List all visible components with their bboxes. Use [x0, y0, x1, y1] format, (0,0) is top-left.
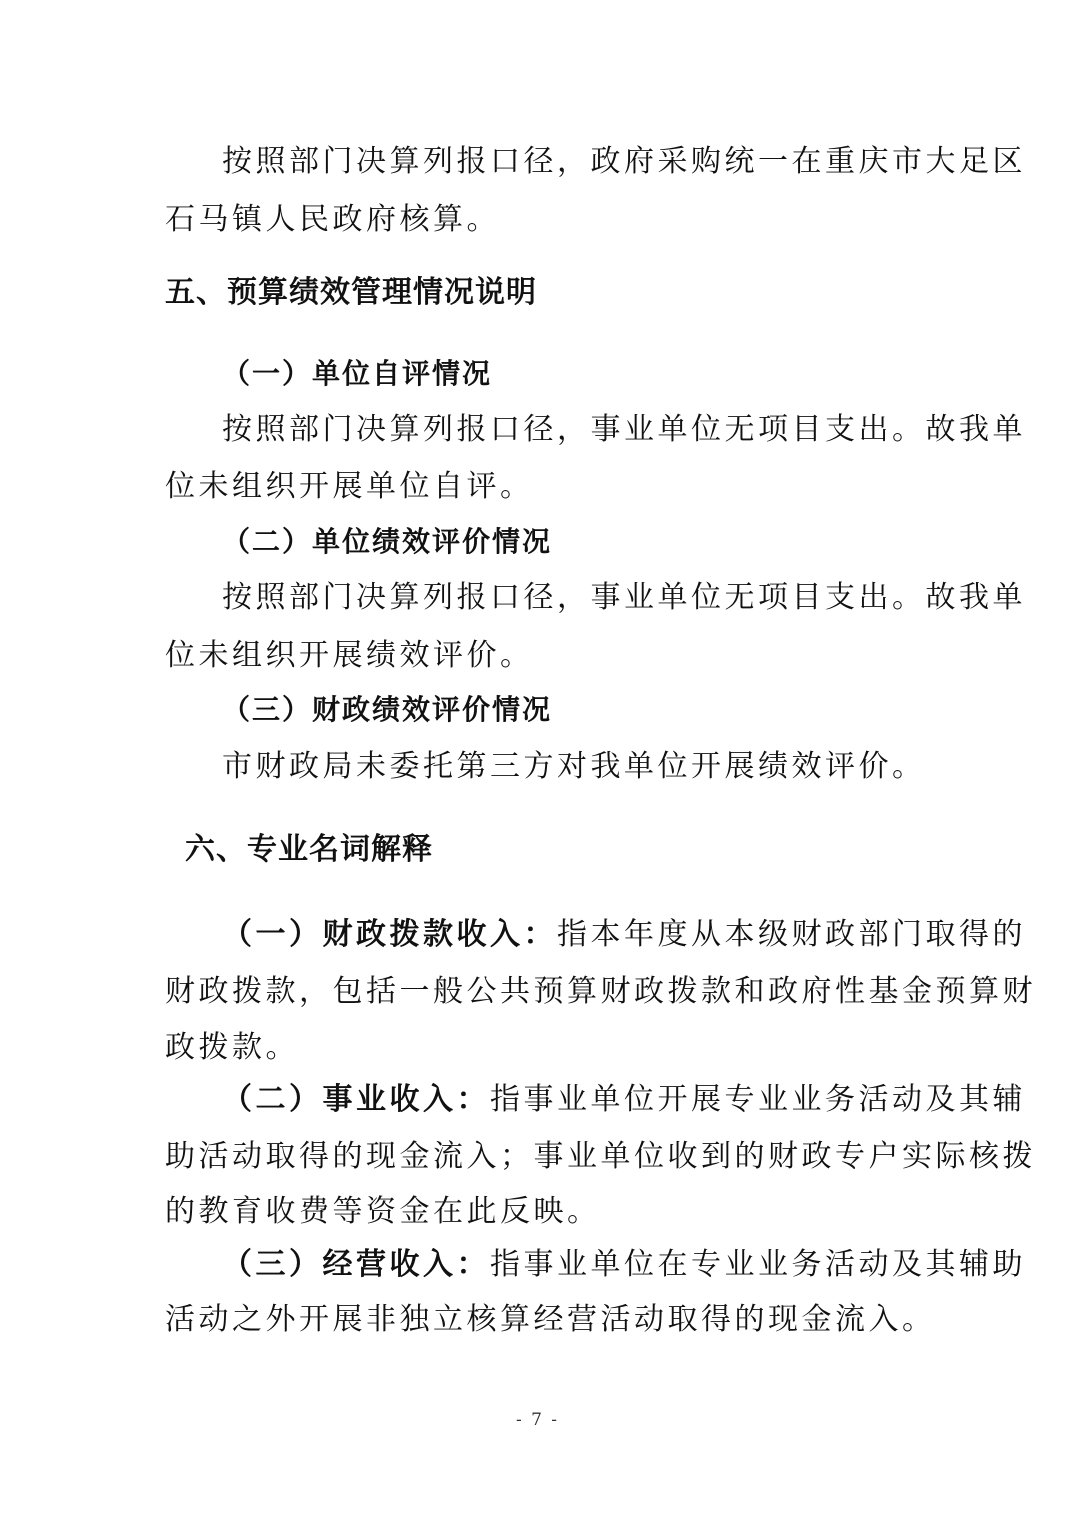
paragraph-line: 财政拨款，包括一般公共预算财政拨款和政府性基金预算财 — [165, 974, 1036, 1009]
definition-line — [222, 915, 1026, 955]
paragraph-line: 活动之外开展非独立核算经营活动取得的现金流入。 — [165, 1302, 936, 1337]
paragraph-line: 按照部门决算列报口径，事业单位无项目支出。故我单 — [222, 412, 1026, 447]
paragraph-line: 按照部门决算列报口径，事业单位无项目支出。故我单 — [222, 580, 1026, 615]
paragraph-line: 位未组织开展单位自评。 — [165, 469, 534, 504]
paragraph-line: 按照部门决算列报口径，政府采购统一在重庆市大足区 — [222, 144, 1026, 179]
section-heading: 五、预算绩效管理情况说明 — [165, 275, 537, 310]
definition-term: （二）事业收入： — [222, 1082, 490, 1117]
paragraph-line: 市财政局未委托第三方对我单位开展绩效评价。 — [222, 749, 926, 784]
definition-text: 指事业单位在专业业务活动及其辅助 — [490, 1247, 1026, 1282]
definition-text: 指本年度从本级财政部门取得的 — [557, 917, 1026, 952]
paragraph-line: 的教育收费等资金在此反映。 — [165, 1194, 601, 1229]
paragraph-line: 位未组织开展绩效评价。 — [165, 638, 534, 673]
subsection-heading: （一）单位自评情况 — [222, 357, 493, 390]
subsection-heading: （二）单位绩效评价情况 — [222, 525, 553, 558]
section-heading: 六、专业名词解释 — [185, 832, 433, 867]
paragraph-line: 石马镇人民政府核算。 — [165, 202, 500, 237]
paragraph-line: 政拨款。 — [165, 1030, 299, 1065]
paragraph-line: 助活动取得的现金流入；事业单位收到的财政专户实际核拨 — [165, 1139, 1036, 1174]
definition-term: （一）财政拨款收入： — [222, 917, 557, 952]
definition-term: （三）经营收入： — [222, 1247, 490, 1282]
definition-line — [222, 1080, 1026, 1120]
definition-line — [222, 1245, 1026, 1285]
subsection-heading: （三）财政绩效评价情况 — [222, 693, 553, 726]
definition-text: 指事业单位开展专业业务活动及其辅 — [490, 1082, 1026, 1117]
page-number: - 7 - — [515, 1410, 560, 1430]
